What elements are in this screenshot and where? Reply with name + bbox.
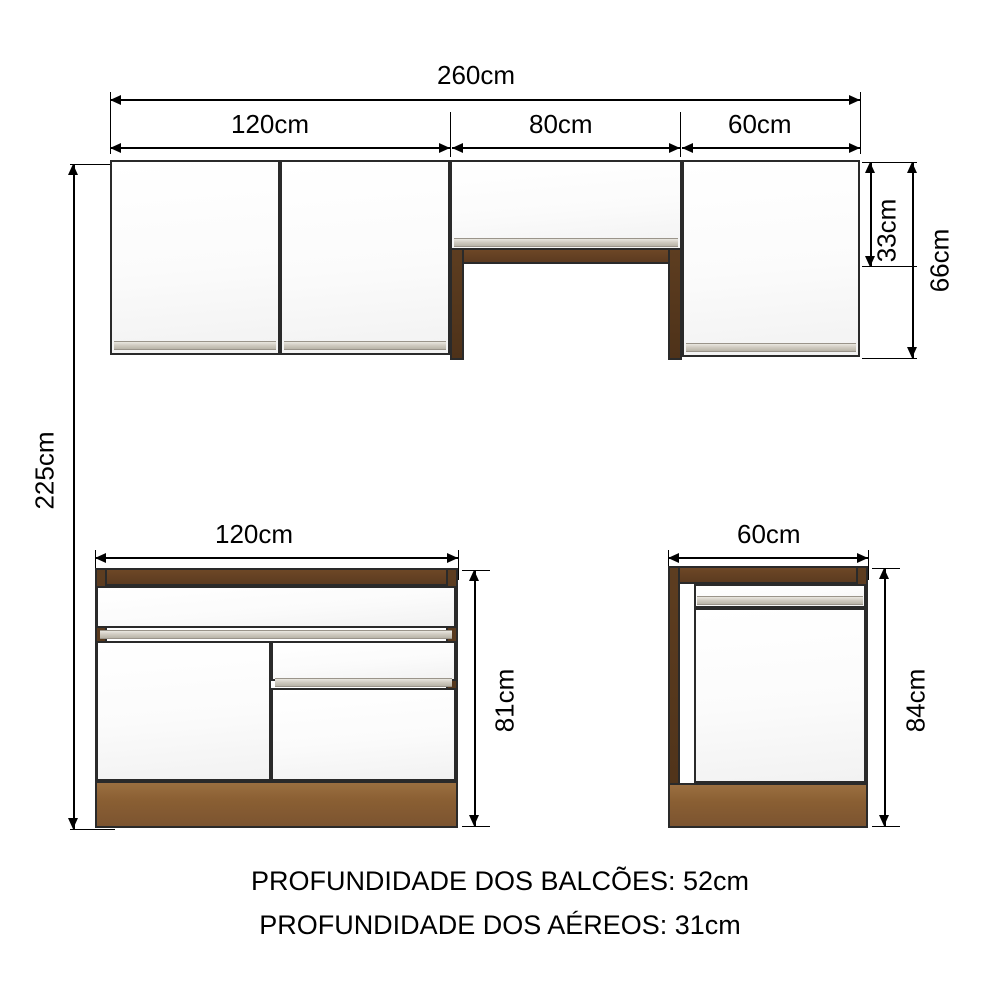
arrow-down-81 bbox=[469, 815, 479, 826]
upper-door-left-2[interactable] bbox=[280, 160, 450, 355]
dim-33-line bbox=[870, 162, 872, 267]
tick-84-bottom bbox=[872, 826, 900, 827]
counter-left-drawer-mid[interactable] bbox=[271, 641, 456, 681]
counter-right-base bbox=[668, 783, 868, 828]
arrow-left-120 bbox=[110, 143, 121, 153]
arrow-up-84 bbox=[879, 568, 889, 579]
handle-upper-middle[interactable] bbox=[454, 238, 678, 247]
dim-66-label: 66cm bbox=[924, 228, 955, 293]
counter-left-drawer-bottom[interactable] bbox=[271, 688, 456, 781]
dim-total-height-label: 225cm bbox=[29, 431, 60, 510]
arrow-left-80 bbox=[452, 143, 463, 153]
tick-33-bottom bbox=[862, 266, 917, 267]
arrow-up-total-height bbox=[68, 164, 78, 175]
upper-middle-side-left bbox=[450, 248, 464, 360]
arrow-left-counter-left-width bbox=[95, 553, 106, 563]
arrow-up-66 bbox=[907, 162, 917, 173]
arrow-left-60 bbox=[682, 143, 693, 153]
upper-door-right[interactable] bbox=[682, 160, 860, 357]
handle-counter-left-drawer-top[interactable] bbox=[100, 630, 452, 639]
dim-counter-left-width-label: 120cm bbox=[215, 519, 294, 549]
dim-total-width-label: 260cm bbox=[437, 60, 516, 90]
arrow-down-84 bbox=[879, 815, 889, 826]
handle-upper-left-1[interactable] bbox=[114, 341, 276, 350]
caption-aereos: PROFUNDIDADE DOS AÉREOS: 31cm bbox=[259, 910, 741, 940]
arrow-left-counter-right-width bbox=[668, 553, 679, 563]
caption-balcoes: PROFUNDIDADE DOS BALCÕES: 52cm bbox=[250, 866, 750, 896]
tick-counter-right-w2 bbox=[868, 550, 869, 580]
counter-left-top bbox=[95, 568, 458, 586]
dim-33-label: 33cm bbox=[871, 198, 902, 263]
tick-total-right bbox=[860, 92, 861, 154]
dim-top-60-line bbox=[682, 147, 860, 149]
tick-counter-left-w2 bbox=[458, 550, 459, 580]
arrow-right-counter-left-width bbox=[447, 553, 458, 563]
tick-81-bottom bbox=[462, 826, 490, 827]
counter-left-door[interactable] bbox=[96, 641, 271, 781]
dim-66-line bbox=[912, 162, 914, 358]
dim-top-120-label: 120cm bbox=[231, 109, 310, 139]
dim-counter-left-height-label: 81cm bbox=[489, 668, 520, 733]
arrow-right-60 bbox=[849, 143, 860, 153]
upper-middle-underside bbox=[450, 248, 682, 264]
tick-66-bottom bbox=[862, 358, 917, 359]
counter-left-drawer-top[interactable] bbox=[96, 586, 456, 628]
dim-counter-right-height-line bbox=[884, 568, 886, 826]
handle-counter-right-drawer[interactable] bbox=[697, 596, 863, 605]
counter-right-door[interactable] bbox=[694, 608, 866, 783]
dim-top-80-line bbox=[452, 147, 680, 149]
dim-counter-left-height-line bbox=[474, 570, 476, 826]
handle-upper-right[interactable] bbox=[686, 343, 856, 352]
tick-81-top bbox=[462, 570, 490, 571]
counter-right-top bbox=[668, 566, 868, 584]
counter-left-base bbox=[95, 781, 458, 828]
handle-upper-left-2[interactable] bbox=[284, 341, 446, 350]
dim-counter-right-width-line bbox=[668, 557, 868, 559]
dim-total-height-line bbox=[73, 164, 75, 829]
arrow-right-total-width bbox=[849, 95, 860, 105]
arrow-up-81 bbox=[469, 570, 479, 581]
dim-top-80-label: 80cm bbox=[529, 109, 593, 139]
dim-counter-left-width-line bbox=[95, 557, 458, 559]
dim-top-120-line bbox=[110, 147, 450, 149]
dim-counter-right-height-label: 84cm bbox=[900, 668, 931, 733]
upper-door-left-1[interactable] bbox=[110, 160, 280, 355]
upper-right-side bbox=[668, 248, 682, 360]
tick-height-top bbox=[70, 164, 115, 165]
tick-seg-2 bbox=[680, 112, 681, 157]
tick-seg-1 bbox=[450, 112, 451, 157]
arrow-down-66 bbox=[907, 347, 917, 358]
arrow-right-80 bbox=[669, 143, 680, 153]
dim-counter-right-width-label: 60cm bbox=[737, 519, 801, 549]
arrow-up-33 bbox=[865, 162, 875, 173]
dim-total-width-line bbox=[110, 99, 860, 101]
arrow-left-total-width bbox=[110, 95, 121, 105]
handle-counter-left-drawer-mid[interactable] bbox=[275, 678, 452, 687]
dim-top-60-label: 60cm bbox=[728, 109, 792, 139]
tick-height-bottom bbox=[70, 829, 115, 830]
upper-door-middle[interactable] bbox=[450, 160, 682, 250]
arrow-down-total-height bbox=[68, 818, 78, 829]
arrow-right-120 bbox=[439, 143, 450, 153]
arrow-right-counter-right-width bbox=[857, 553, 868, 563]
tick-84-top bbox=[872, 568, 900, 569]
